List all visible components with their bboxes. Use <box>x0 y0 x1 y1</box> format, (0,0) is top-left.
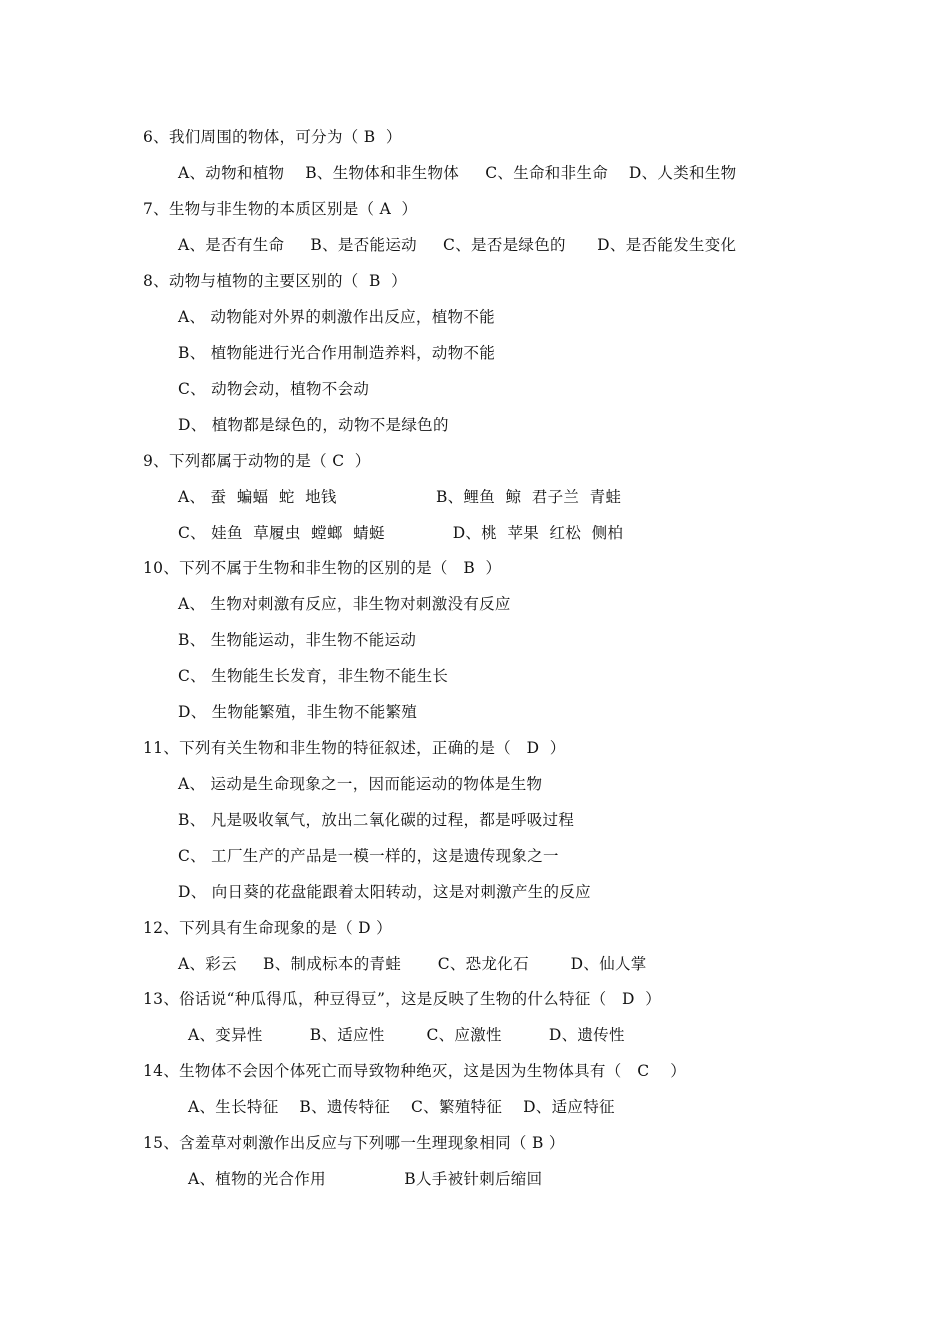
question-option: C、 工厂生产的产品是一模一样的，这是遗传现象之一 <box>178 847 559 865</box>
question-options: A、动物和植物 B、生物体和非生物体 C、生命和非生命 D、人类和生物 <box>178 164 737 182</box>
question-options: A、 蚕 蝙蝠 蛇 地钱 B、鲤鱼 鲸 君子兰 青蛙 <box>178 488 622 506</box>
question-option: C、 生物能生长发育，非生物不能生长 <box>178 667 449 685</box>
question-stem: 12、下列具有生命现象的是（ D ） <box>143 919 392 937</box>
question-option: B、 植物能进行光合作用制造养料，动物不能 <box>178 344 496 362</box>
question-stem: 11、下列有关生物和非生物的特征叙述，正确的是（ D ） <box>143 739 566 757</box>
question-options: A、变异性 B、适应性 C、应激性 D、遗传性 <box>188 1026 625 1044</box>
question-options: C、 娃鱼 草履虫 螳螂 蜻蜓 D、桃 苹果 红松 侧柏 <box>178 524 624 542</box>
question-option: B、 凡是吸收氧气，放出二氧化碳的过程，都是呼吸过程 <box>178 811 575 829</box>
question-option: C、 动物会动，植物不会动 <box>178 380 370 398</box>
question-option: D、 植物都是绿色的，动物不是绿色的 <box>178 416 449 434</box>
question-stem: 9、下列都属于动物的是（ C ） <box>143 452 371 470</box>
question-option: B、 生物能运动，非生物不能运动 <box>178 631 417 649</box>
question-stem: 14、生物体不会因个体死亡而导致物种绝灭，这是因为生物体具有（ C ） <box>143 1062 687 1080</box>
question-option: A、 动物能对外界的刺激作出反应，植物不能 <box>178 308 495 326</box>
question-stem: 13、俗话说“种瓜得瓜，种豆得豆”，这是反映了生物的什么特征（ D ） <box>143 990 662 1008</box>
question-option: A、 生物对刺激有反应，非生物对刺激没有反应 <box>178 595 511 613</box>
question-stem: 8、动物与植物的主要区别的（ B ） <box>143 272 407 290</box>
question-stem: 6、我们周围的物体，可分为（ B ） <box>143 128 402 146</box>
question-stem: 7、生物与非生物的本质区别是（ A ） <box>143 200 418 218</box>
question-options: A、是否有生命 B、是否能运动 C、是否是绿色的 D、是否能发生变化 <box>178 236 737 254</box>
question-stem: 15、含羞草对刺激作出反应与下列哪一生理现象相同（ B ） <box>143 1134 565 1152</box>
question-option: D、 向日葵的花盘能跟着太阳转动，这是对刺激产生的反应 <box>178 883 591 901</box>
question-options: A、植物的光合作用 B人手被针刺后缩回 <box>188 1170 543 1188</box>
question-option: A、 运动是生命现象之一，因而能运动的物体是生物 <box>178 775 543 793</box>
question-options: A、彩云 B、制成标本的青蛙 C、恐龙化石 D、仙人掌 <box>178 955 647 973</box>
question-option: D、 生物能繁殖，非生物不能繁殖 <box>178 703 418 721</box>
question-stem: 10、下列不属于生物和非生物的区别的是（ B ） <box>143 559 502 577</box>
question-options: A、生长特征 B、遗传特征 C、繁殖特征 D、适应特征 <box>188 1098 615 1116</box>
